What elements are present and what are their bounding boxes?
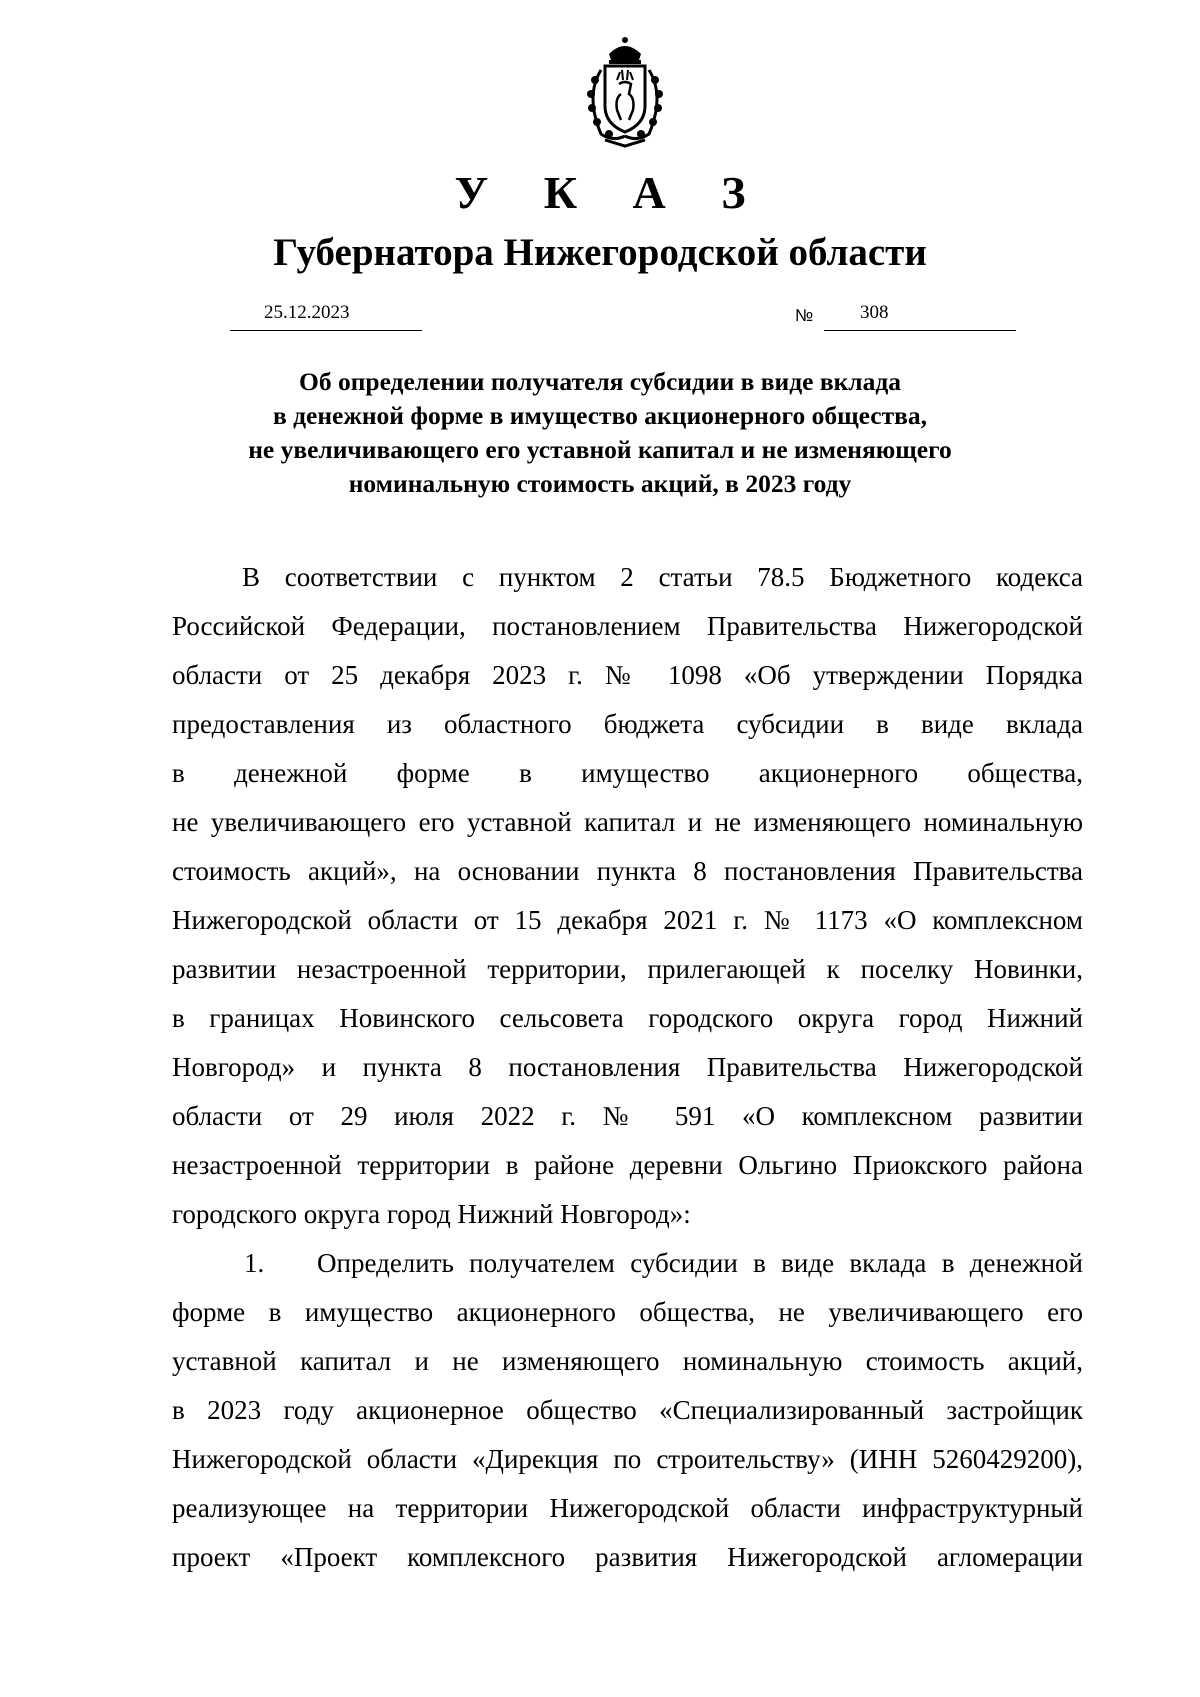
item-text: Определить получателем субсидии в виде вклада в денежной (317, 1248, 1083, 1278)
body-line: в денежной форме в имущество акционерного общества, (172, 758, 1083, 788)
body-line: незастроенной территории в районе деревни Ольгино Приокского района (172, 1150, 1083, 1180)
number-field (824, 300, 1016, 331)
body-line: Нижегородской области от 15 декабря 2021 г. № 1173 «О комплексном (172, 905, 1083, 935)
item-line: в 2023 году акционерное общество «Специализированный застройщик (172, 1395, 1083, 1425)
body-line: в границах Новинского сельсовета городского округа город Нижний (172, 1003, 1083, 1033)
heading-line: номинальную стоимость акций, в 2023 году (348, 469, 852, 498)
body-line: Российской Федерации, постановлением Правительства Нижегородской (172, 611, 1083, 641)
item-number: 1. (244, 1248, 265, 1278)
document-date: 25.12.2023 (264, 302, 350, 323)
item-line: Нижегородской области «Дирекция по строительству» (ИНН 5260429200), (172, 1444, 1083, 1474)
document-type-title: У К А З (454, 167, 768, 218)
coat-of-arms-emblem (565, 36, 685, 148)
body-line: предоставления из областного бюджета субсидии в виде вклада (172, 709, 1083, 739)
item-line: уставной капитал и не изменяющего номинальную стоимость акций, (172, 1346, 1083, 1376)
body-line: развитии незастроенной территории, прилегающей к поселку Новинки, (172, 954, 1083, 984)
heading-line: в денежной форме в имущество акционерного общества, (273, 401, 927, 430)
body-line: стоимость акций», на основании пункта 8 постановления Правительства (172, 856, 1083, 886)
list-item-first-line (172, 1239, 1083, 1288)
issuer-subtitle: Губернатора Нижегородской области (273, 231, 927, 274)
item-line: реализующее на территории Нижегородской области инфраструктурный (172, 1493, 1083, 1523)
body-line: не увеличивающего его уставной капитал и не изменяющего номинальную (172, 807, 1083, 837)
document-heading (180, 365, 1020, 501)
document-number: 308 (860, 302, 889, 323)
item-line: проект «Проект комплексного развития Нижегородской агломерации (172, 1542, 1083, 1572)
body-line: В соответствии с пунктом 2 статьи 78.5 Бюджетного кодекса (242, 562, 1083, 592)
date-field (230, 300, 422, 331)
body-line: городского округа город Нижний Новгород»: (172, 1199, 691, 1229)
document-body (172, 553, 1083, 1582)
heading-line: Об определении получателя субсидии в виде вклада (298, 367, 901, 396)
body-line: Новгород» и пункта 8 постановления Правительства Нижегородской (172, 1052, 1083, 1082)
number-sign: № (795, 306, 814, 325)
heading-line: не увеличивающего его уставной капитал и не изменяющего (248, 435, 952, 464)
body-line: области от 25 декабря 2023 г. № 1098 «Об утверждении Порядка (172, 660, 1083, 690)
item-line: форме в имущество акционерного общества, не увеличивающего его (172, 1297, 1083, 1327)
body-line: области от 29 июля 2022 г. № 591 «О комплексном развитии (172, 1101, 1083, 1131)
